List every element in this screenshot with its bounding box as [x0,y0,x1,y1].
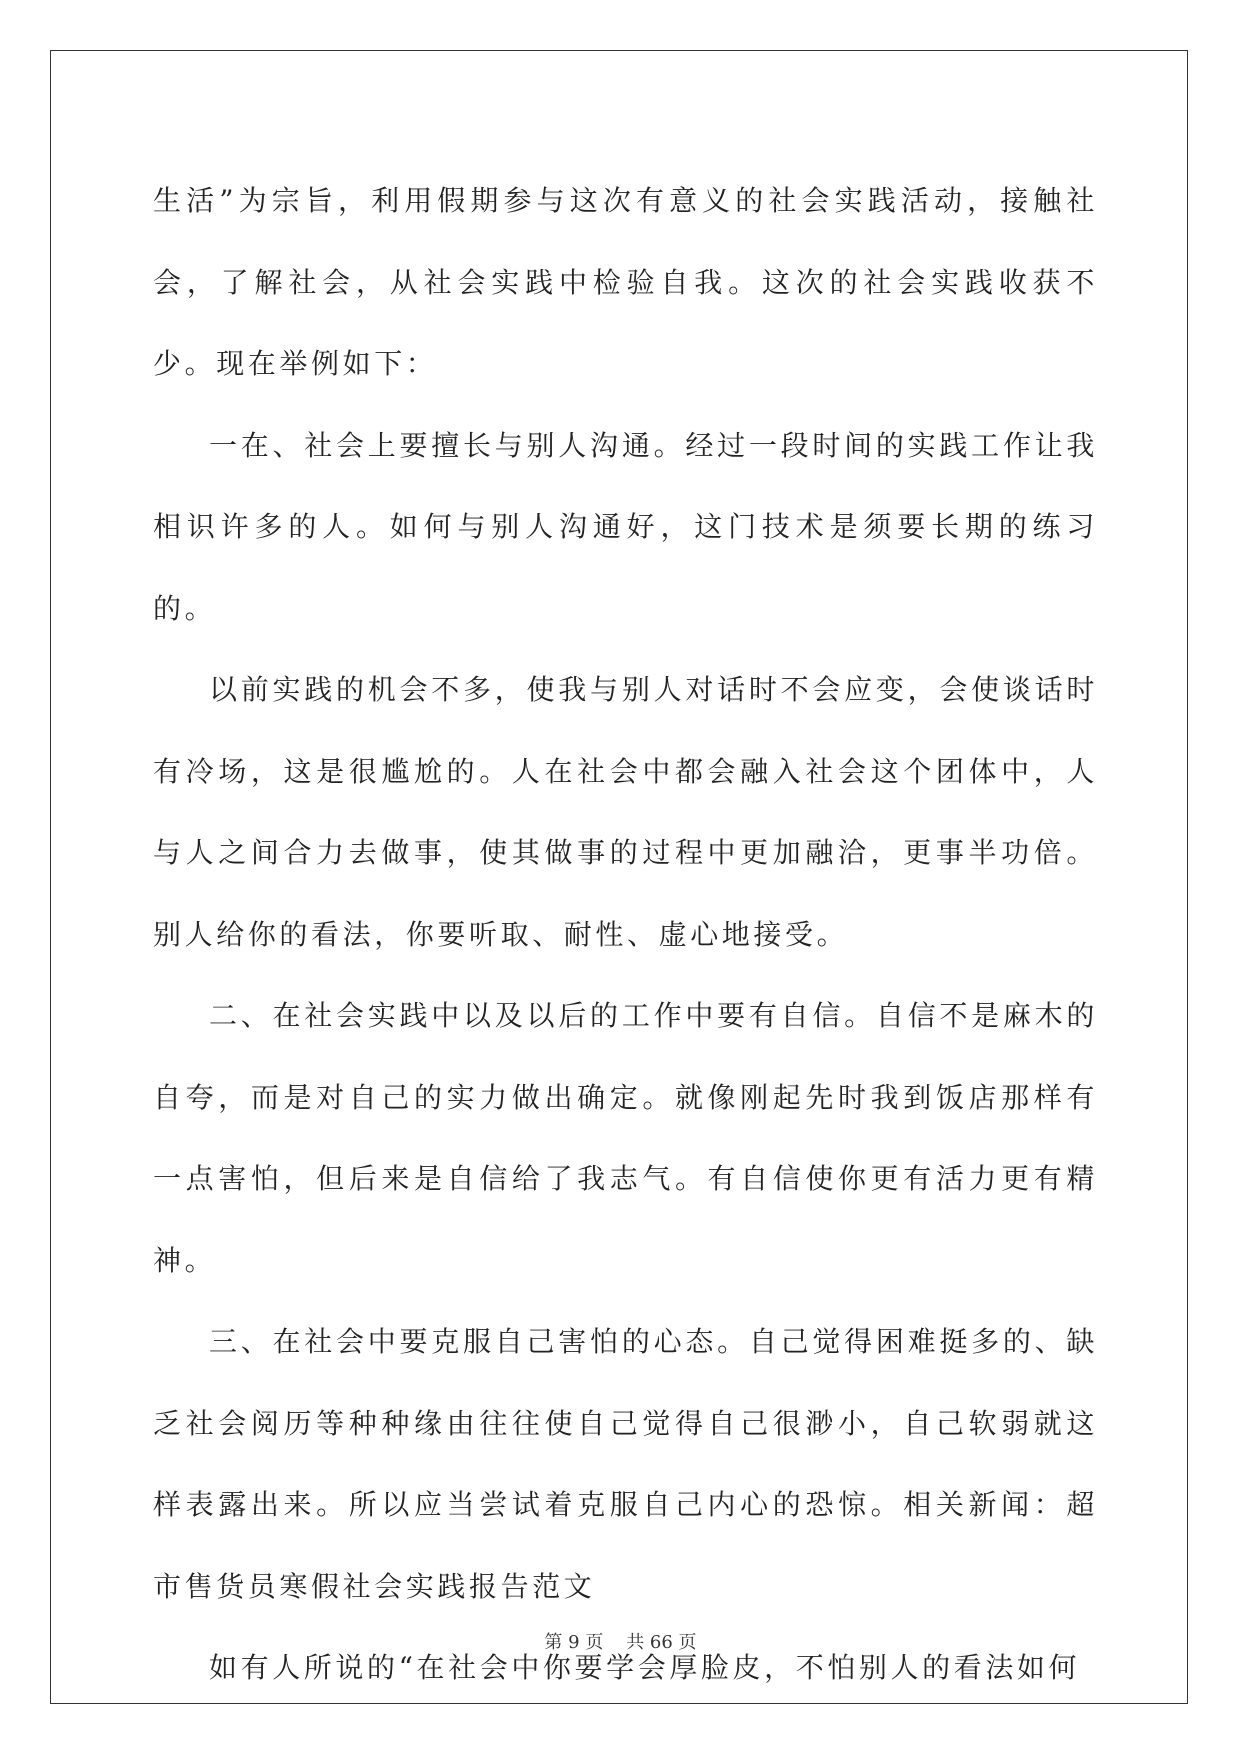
page-number-footer: 第 9 页 共 66 页 [544,1632,697,1653]
paragraph-3: 以前实践的机会不多，使我与别人对话时不会应变，会使谈话时有冷场，这是很尴尬的。人在社会中都会融入社会这个团体中，人与人之间合力去做事，使其做事的过程中更加融洽，更事半功倍。别人给你的看法，你要听取、耐性、虚心地接受。 [153,673,1098,951]
paragraph-4: 二、在社会实践中以及以后的工作中要有自信。自信不是麻木的自夸，而是对自己的实力做出确定。就像刚起先时我到饭店那样有一点害怕，但后来是自信给了我志气。有自信使你更有活力更有精神。 [153,999,1098,1277]
paragraph-1: 生活”为宗旨，利用假期参与这次有意义的社会实践活动，接触社会，了解社会，从社会实践中检验自我。这次的社会实践收获不少。现在举例如下： [153,184,1098,380]
paragraph-2: 一在、社会上要擅长与别人沟通。经过一段时间的实践工作让我相识许多的人。如何与别人沟通好，这门技术是须要长期的练习的。 [153,428,1098,625]
paragraph-6: 如有人所说的“在社会中你要学会厚脸皮，不怕别人的看法如何 [209,1651,1081,1684]
paragraph-5: 三、在社会中要克服自己害怕的心态。自己觉得困难挺多的、缺乏社会阅历等种种缘由往往使自己觉得自己很渺小，自己软弱就这样表露出来。所以应当尝试着克服自己内心的恐惊。相关新闻：超市售货员寒假社会实践报告范文 [153,1325,1098,1603]
document-body [153,160,1098,1709]
